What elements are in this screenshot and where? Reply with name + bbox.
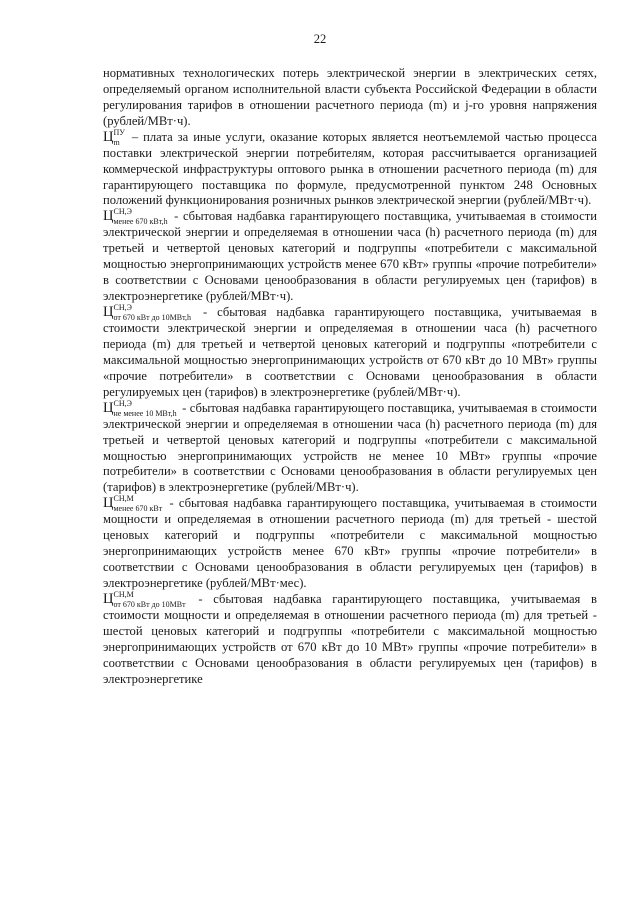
symbol-subscript: от 670 кВт до 10МВт,h [113, 313, 192, 323]
symbol-subscript: от 670 кВт до 10МВт [113, 600, 186, 610]
paragraph-text: - сбытовая надбавка гарантирующего поставщика, учитываемая в стоимости электрической энергии и определяемая в отношении часа (h) расчетного периода (m) для третьей и четвертой ценовых категорий и подгруппы «потребители с максимальной мощностью энергопринимающих устройств от 670 кВт до 10 МВт» группы «прочие потребители» в соответствии с Основами ценообразования в области регулируемых цен (тарифов) в электроэнергетике (рублей/МВт·ч). [103, 305, 597, 399]
paragraph [103, 66, 597, 130]
symbol-base: Ц [103, 495, 114, 512]
symbol-superscript: СН,М [113, 590, 134, 600]
formula-symbol [103, 127, 127, 147]
paragraph [103, 305, 597, 401]
symbol-base: Ц [103, 399, 114, 416]
paragraph-text: - сбытовая надбавка гарантирующего поставщика, учитываемая в стоимости электрической энергии и определяемая в отношении часа (h) расчетного периода (m) для третьей и четвертой ценовых категорий и подгруппы «потребители с максимальной мощностью энергопринимающих устройств менее 670 кВт» группы «прочие потребители» в соответствии с Основами ценообразования в области регулируемых цен (тарифов) в электроэнергетике (рублей/МВт·ч). [103, 209, 597, 304]
symbol-base: Ц [103, 304, 114, 321]
symbol-base: Ц [103, 128, 114, 145]
paragraph [103, 496, 597, 592]
symbol-superscript: СН,Э [113, 303, 132, 313]
paragraph-text: - сбытовая надбавка гарантирующего поставщика, учитываемая в стоимости мощности и определяемая в отношении расчетного периода (m) для третьей - шестой ценовых категорий и подгруппы «потребители с максимальной мощностью энергопринимающих устройств менее 670 кВт» группы «прочие потребители» в соответствии с Основами ценообразования в области регулируемых цен (тарифов) в электроэнергетике (рублей/МВт·мес). [103, 496, 597, 591]
symbol-superscript: СН,Э [113, 207, 132, 217]
paragraph-text: нормативных технологических потерь электрической энергии в электрических сетях, определяемый органом исполнительной власти субъекта Российской Федерации в области регулирования тарифов в отношении расчетного периода (m) и j-го уровня напряжения (рублей/МВт·ч). [103, 66, 597, 128]
symbol-base: Ц [103, 591, 114, 608]
symbol-subscript: менее 670 кВт [113, 504, 163, 514]
paragraph [103, 127, 597, 210]
symbol-superscript: СН,М [113, 494, 134, 504]
symbol-subscript: m [113, 137, 120, 147]
symbol-superscript: СН,Э [113, 398, 132, 408]
formula-symbol [103, 209, 170, 225]
formula-symbol [103, 398, 179, 418]
paragraph [103, 209, 597, 305]
paragraph-text: - сбытовая надбавка гарантирующего поставщика, учитываемая в стоимости мощности и определяемая в отношении расчетного периода (m) для третьей - шестой ценовых категорий и подгруппы «потребители с максимальной мощностью энергопринимающих устройств от 670 кВт до 10 МВт» группы «прочие потребители» в соответствии с Основами ценообразования в области регулируемых цен (тарифов) в электроэнергетике [103, 591, 597, 686]
paragraph [103, 398, 597, 497]
paragraph-text: - сбытовая надбавка гарантирующего поставщика, учитываемая в стоимости электрической энергии и определяемая в отношении часа (h) расчетного периода (m) для третьей и четвертой ценовых категорий и подгруппы «потребители с максимальной мощностью энергопринимающих устройств не менее 10 МВт» группы «прочие потребители» в соответствии с Основами ценообразования в области регулируемых цен (тарифов) в электроэнергетике (рублей/МВт·ч). [103, 400, 597, 495]
symbol-base: Ц [103, 208, 114, 225]
paragraph-text: – плата за иные услуги, оказание которых является неотъемлемой частью процесса поставки электрической энергии потребителям, которая рассчитывается организацией коммерческой инфраструктуры оптового рынка в отношении расчетного периода (m) для гарантирующего поставщика по формуле, предусмотренной пунктом 248 Основных положений функционирования розничных рынков электрической энергии (рублей/МВт·ч). [103, 129, 597, 208]
formula-symbol [103, 592, 188, 608]
page-number: 22 [313, 32, 327, 46]
formula-symbol [103, 496, 164, 512]
symbol-subscript: менее 670 кВт,h [113, 217, 168, 227]
formula-symbol [103, 305, 193, 321]
body-text [103, 66, 597, 688]
symbol-superscript: ПУ [113, 127, 125, 137]
symbol-subscript: не менее 10 МВт,h [113, 408, 177, 418]
paragraph [103, 592, 597, 688]
